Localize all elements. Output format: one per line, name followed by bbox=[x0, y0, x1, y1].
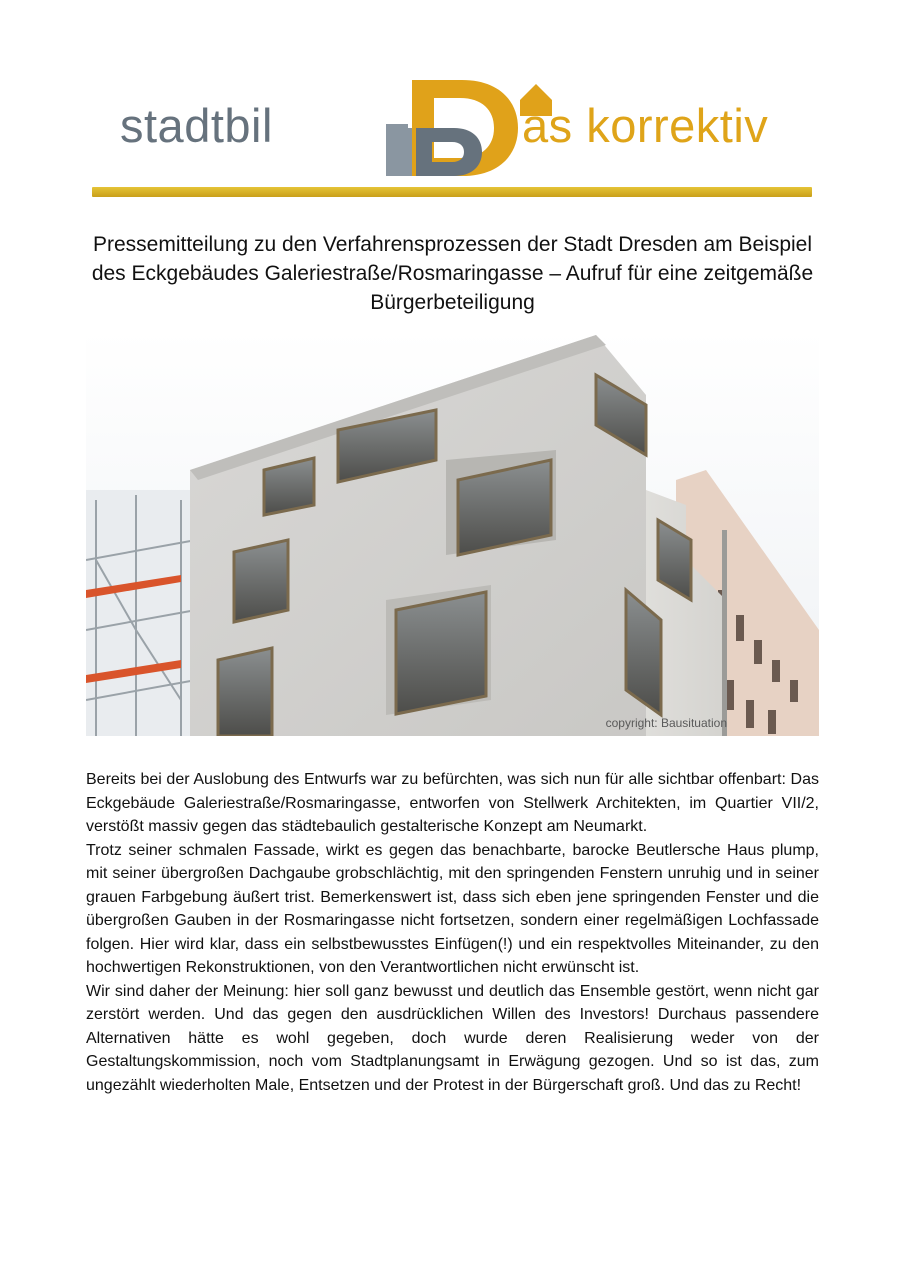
paragraph: Wir sind daher der Meinung: hier soll ganz bewusst und deutlich das Ensemble gestört, wenn nicht gar zerstört werden. Und das gegen den ausdrücklichen Willen des Investors! Durchaus passendere Alternativen hätte es wohl gegeben, doch wurde deren Realisierung weder von der Gestaltungskommission, noch vom Stadtplanungsamt in Erwägung gezogen. Und so ist das, zum ungezählt wiederholten Male, Entsetzen und der Protest in der Bürgerschaft groß. Und das zu Recht! bbox=[86, 982, 819, 1094]
logo-divider bbox=[92, 187, 812, 197]
photo-credit: copyright: Bausituation bbox=[605, 716, 727, 730]
logo-text-right: as korrektiv bbox=[522, 99, 769, 152]
press-release-title: Pressemitteilung zu den Verfahrensprozessen der Stadt Dresden am Beispiel des Eckgebäudes Galeriestraße/Rosmaringasse – Aufruf für eine zeitgemäße Bürgerbeteiligung bbox=[91, 233, 814, 314]
paragraph: Bereits bei der Auslobung des Entwurfs war zu befürchten, was sich nun für alle sichtbar offenbart: Das Eckgebäude Galeriestraße/Rosmaringasse, entworfen von Stellwerk Architekten, im Quartier VII/2, verstößt massiv gegen das städtebaulich gestalterische Konzept am Neumarkt. bbox=[86, 771, 819, 835]
body-text bbox=[86, 768, 819, 1097]
logo bbox=[92, 70, 812, 200]
paragraph: Trotz seiner schmalen Fassade, wirkt es gegen das benachbarte, barocke Beutlersche Haus plump, mit seiner übergroßen Dachgaube grobschlächtig, mit den springenden Fenstern unruhig und in seiner grauen Farbgebung äußert trist. Bemerkenswert ist, dass sich eben jene springenden Fenster und die übergroßen Gauben in der Rosmaringasse nicht fortsetzen, sondern einer regelmäßigen Lochfassade folgen. Hier wird klar, dass ein selbstbewusstes Einfügen(!) und ein respektvolles Miteinander, zu den hochwertigen Rekonstruktionen, von den Verantwortlichen nicht erwünscht ist. bbox=[86, 841, 819, 976]
building-illustration bbox=[86, 330, 819, 736]
logo-text-left: stadtbil bbox=[120, 99, 273, 152]
building-photo bbox=[86, 330, 819, 736]
